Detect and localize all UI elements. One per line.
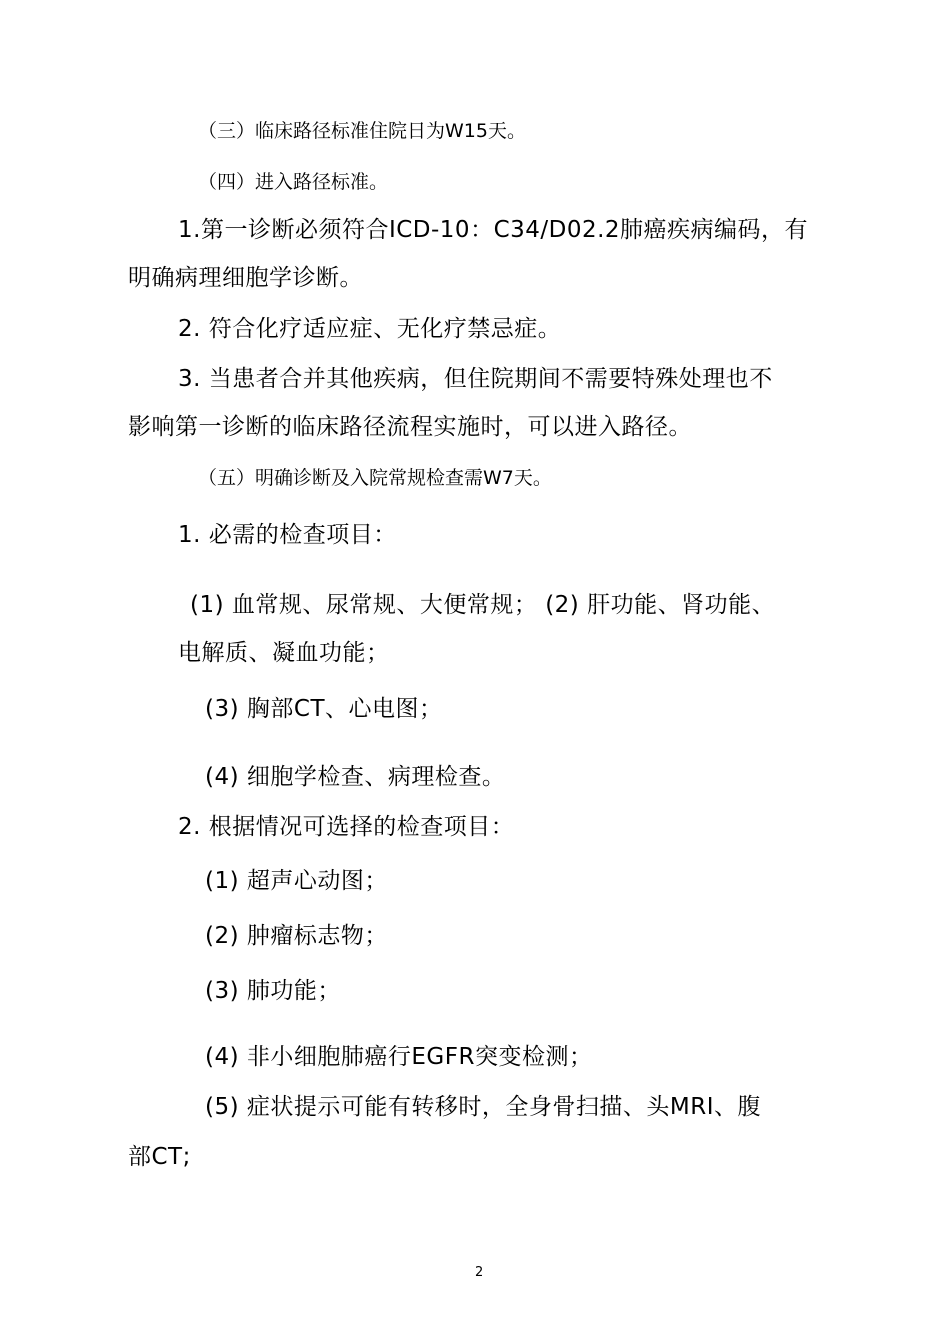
section-heading-5: （五）明确诊断及入院常规检查需W7天。 [198,467,552,489]
section-heading-3: （三）临床路径标准住院日为W15天。 [198,120,526,142]
list-item: (4) 细胞学检查、病理检查。 [205,764,506,790]
list-heading: 2. 根据情况可选择的检查项目： [178,814,515,840]
paragraph-line: 影响第一诊断的临床路径流程实施时，可以进入路径。 [128,414,692,440]
list-item: (3) 肺功能； [205,978,341,1004]
paragraph-line: 2. 符合化疗适应症、无化疗禁忌症。 [178,316,562,342]
list-item: 部CT; [128,1144,191,1170]
section-heading-4: （四）进入路径标准。 [198,171,389,193]
list-heading: 1. 必需的检查项目： [178,522,397,548]
list-item: (2) 肿瘤标志物； [205,923,388,949]
paragraph-line: 1.第一诊断必须符合ICD-10：C34/D02.2肺癌疾病编码，有 [178,217,809,243]
list-item: (1) 血常规、尿常规、大便常规； (2) 肝功能、肾功能、 [190,592,776,618]
list-item: (1) 超声心动图； [205,868,388,894]
list-item: 电解质、凝血功能； [178,640,390,666]
list-item: (4) 非小细胞肺癌行EGFR突变检测； [205,1044,593,1070]
list-item: (3) 胸部CT、心电图； [205,696,443,722]
list-item: (5) 症状提示可能有转移时，全身骨扫描、头MRI、腹 [205,1094,761,1120]
page-number: 2 [475,1265,484,1280]
paragraph-line: 明确病理细胞学诊断。 [128,265,363,291]
paragraph-line: 3. 当患者合并其他疾病，但住院期间不需要特殊处理也不 [178,366,773,392]
